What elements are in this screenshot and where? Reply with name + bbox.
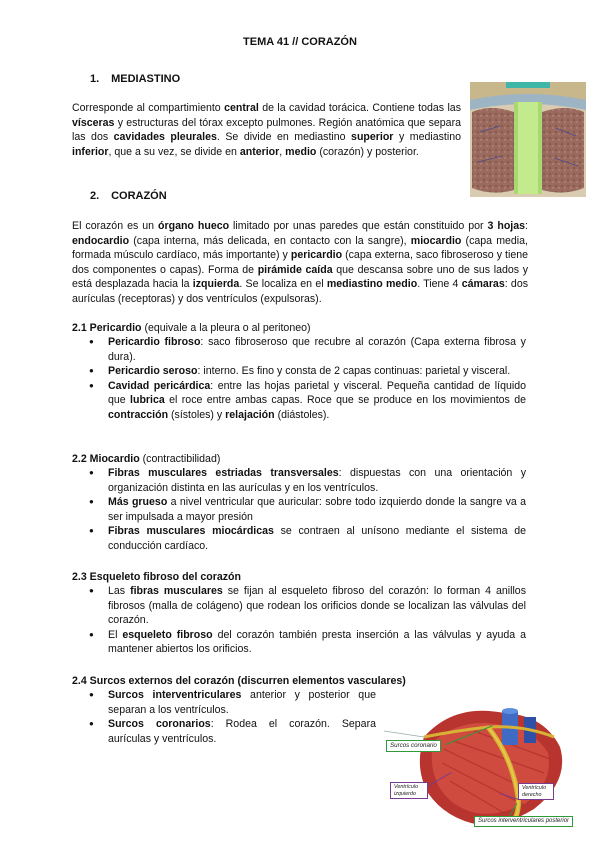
- list-item: [108, 688, 376, 717]
- subsection-heading-miocardio: 2.2 Miocardio (contractibilidad): [72, 453, 221, 465]
- subsection-heading-pericardio: 2.1 Pericardio (equivale a la pleura o al peritoneo): [72, 322, 311, 334]
- bold-term: contracción: [108, 408, 169, 421]
- label-surco-interventricular: Surcos interventriculares posterior: [474, 816, 573, 827]
- text-run: El corazón es un: [72, 220, 158, 232]
- bold-term: fibras musculares: [130, 585, 223, 597]
- text-run: : entre las hojas parietal y visceral. Pequeña cantidad de líquido que: [108, 379, 527, 407]
- text-run: Corresponde al compartimiento: [72, 102, 225, 114]
- text-run: : saco fibroseroso que recubre al corazón (Capa externa fibrosa y dura).: [108, 336, 526, 363]
- text-run: limitado por unas paredes que están constituido por: [229, 220, 488, 232]
- text-run: (capa interna, más delicada, en contacto con la sangre),: [129, 234, 411, 247]
- bold-term: Surcos coronarios: [108, 718, 211, 731]
- bold-term: Cavidad pericárdica: [108, 379, 211, 392]
- text-run: (capa media, formada músculo cardíaco, más importante) y: [72, 234, 528, 262]
- text-run: (sístoles) y: [168, 408, 226, 421]
- bold-term: superior: [351, 131, 394, 144]
- subsection-heading-surcos: 2.4 Surcos externos del corazón (discurren elementos vasculares): [72, 675, 406, 687]
- text-run: (corazón) y: [316, 145, 376, 158]
- bold-term: Surcos interventriculares: [108, 689, 242, 701]
- text-run: : Rodea el corazón. Separa aurículas y ventrículos.: [108, 718, 376, 745]
- paragraph-corazon: [72, 219, 528, 307]
- bold-term: pericardio: [290, 249, 343, 262]
- subsection-heading-esqueleto: 2.3 Esqueleto fibroso del corazón: [72, 571, 241, 583]
- list-item: [108, 466, 526, 495]
- label-ventriculo-izquierdo: Ventrículo izquierdo: [390, 782, 428, 799]
- text-run: y estructuras del tórax excepto pulmones. Región anatómica que separa las dos: [72, 116, 461, 144]
- text-run: . Se divide en mediastino: [216, 131, 352, 144]
- bold-term: endocardio: [72, 234, 130, 247]
- text-run: ,: [279, 145, 286, 158]
- text-run: . Tiene 4: [417, 278, 462, 291]
- heart-image: [384, 697, 588, 829]
- text-run: posterior: [375, 145, 416, 158]
- text-run: (diástoles).: [274, 408, 330, 421]
- list-item: [108, 364, 526, 379]
- text-run: a nivel ventricular que auricular: sobre todo izquierdo donde la sangre va a ser impulsada a mayor presión: [108, 496, 527, 523]
- bold-term: inferior: [72, 145, 109, 158]
- bold-term: 3 hojas: [487, 220, 526, 232]
- text-run: y mediastino: [393, 131, 461, 144]
- section-heading-corazon: 2. CORAZÓN: [90, 190, 167, 202]
- text-run: (capa externa, saco fibroseroso y tiene dos componentes o capas). Forma de: [72, 249, 528, 276]
- list-surcos: [108, 688, 376, 746]
- text-run: se contraen al unísono mediante el sistema de conducción cardíaco.: [108, 525, 526, 552]
- bold-term: Pericardio seroso: [108, 365, 198, 378]
- bold-term: vísceras: [72, 116, 115, 129]
- list-esqueleto: [108, 584, 526, 657]
- bold-term: cavidades pleurales: [113, 131, 217, 144]
- bold-term: Fibras musculares miocárdicas: [108, 525, 274, 538]
- mediastinum-image: [470, 82, 586, 197]
- text-run: : interno. Es fino y consta de 2 capas continuas: parietal y visceral.: [197, 365, 511, 378]
- bold-term: medio: [285, 145, 317, 158]
- bold-term: cámaras: [461, 278, 505, 291]
- bold-term: Fibras musculares estriadas transversales: [108, 467, 339, 479]
- bold-term: pirámide caída: [257, 263, 333, 276]
- bold-term: esqueleto fibroso: [122, 628, 213, 641]
- text-run: , que a su vez, se divide en: [108, 145, 240, 158]
- bold-term: relajación: [225, 408, 275, 421]
- label-ventriculo-derecho: Ventrículo derecho: [518, 783, 554, 800]
- list-item: [108, 379, 526, 423]
- list-item: [108, 495, 526, 524]
- list-item: [108, 628, 526, 657]
- bold-term: miocardio: [410, 234, 462, 247]
- label-surco-coronario: Surcos coronario: [386, 740, 441, 752]
- text-run: que descansa sobre uno de sus lados y está desplazada hacia la: [72, 263, 529, 291]
- text-run: El: [108, 628, 123, 641]
- bold-term: mediastino medio: [326, 278, 418, 291]
- list-item: [108, 717, 376, 746]
- text-run: se fijan al esqueleto fibroso del corazón: lo forman 4 anillos fibrosos (malla de colágeno) que rodean los orificios donde se localizan las válvulas del corazón.: [108, 585, 526, 627]
- list-item: [108, 335, 526, 364]
- text-run: del corazón también presta inserción a las válvulas y ayuda a mantener abiertos los orificios.: [108, 628, 526, 656]
- heart-figure: [384, 697, 588, 829]
- text-run: el roce entre ambas capas. Roce que se produce en los movimientos de: [164, 394, 526, 407]
- bold-term: lubrica: [130, 394, 165, 407]
- list-item: [108, 524, 526, 553]
- text-run: :: [525, 220, 528, 232]
- text-run: : dispuestas con una orientación y organización distinta en las aurículas y en los ventrículos.: [108, 467, 526, 494]
- bold-term: anterior: [239, 145, 280, 158]
- list-pericardio: [108, 335, 526, 423]
- section-heading-mediastino: 1. MEDIASTINO: [90, 73, 181, 85]
- bold-term: Más grueso: [108, 496, 168, 509]
- text-run: Las: [108, 585, 131, 597]
- bold-term: central: [224, 102, 259, 114]
- text-run: anterior y posterior que separan a los ventrículos.: [108, 689, 376, 716]
- text-run: de la cavidad torácica. Contiene todas las: [258, 102, 461, 114]
- page-title: TEMA 41 // CORAZÓN: [243, 36, 357, 48]
- text-run: . Se localiza en el: [239, 278, 327, 291]
- text-run: .: [415, 145, 419, 158]
- text-run: : dos aurículas (receptoras) y dos ventrículos (expulsoras).: [72, 278, 529, 305]
- list-miocardio: [108, 466, 526, 554]
- mediastinum-figure: [470, 82, 586, 197]
- list-item: [108, 584, 526, 628]
- paragraph-mediastino: [72, 101, 461, 159]
- bold-term: izquierda: [192, 278, 240, 291]
- bold-term: Pericardio fibroso: [108, 336, 201, 348]
- bold-term: órgano hueco: [158, 220, 230, 232]
